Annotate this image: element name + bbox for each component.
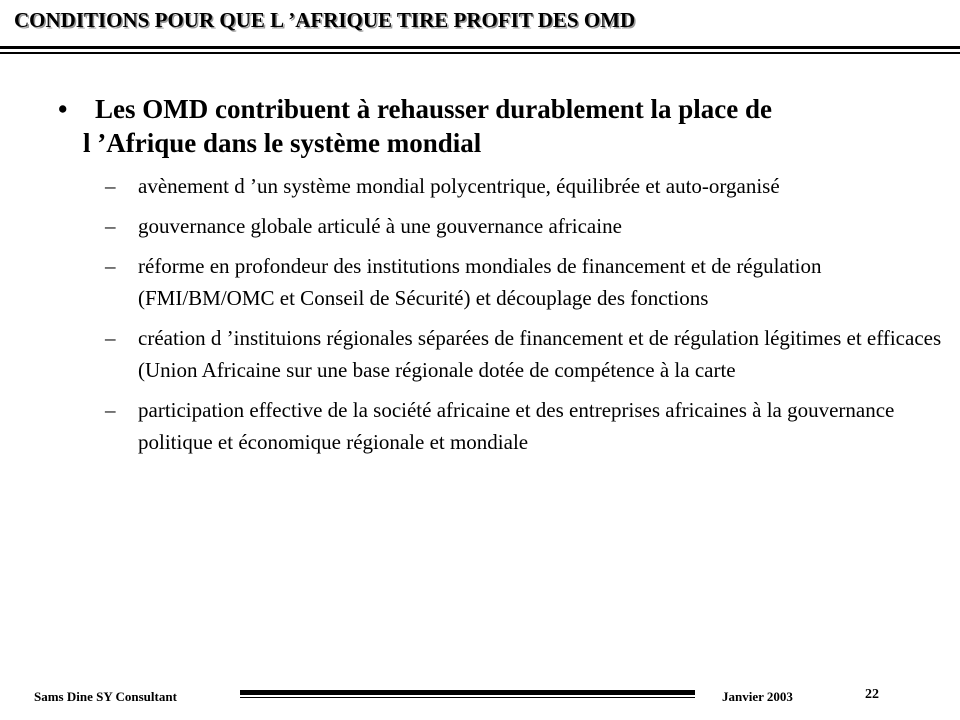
sub-bullet-text: avènement d ’un système mondial polycentrique, équilibrée et auto-organisé <box>138 174 780 198</box>
sub-bullet-item <box>0 394 958 458</box>
main-bullet-line-1: Les OMD contribuent à rehausser durablement la place de <box>95 94 772 124</box>
main-bullet <box>58 92 938 160</box>
sub-bullet-item <box>0 250 958 314</box>
sub-bullet-list <box>0 170 960 466</box>
sub-bullet-text: création d ’instituions régionales séparées de financement et de régulation légitimes et efficaces (Union Africaine sur une base régionale dotée de compétence à la carte <box>138 326 942 382</box>
dash-marker-icon: – <box>105 214 116 238</box>
dash-marker-icon: – <box>105 254 116 278</box>
slide-title: CONDITIONS POUR QUE L ’AFRIQUE TIRE PROFIT DES OMD <box>14 8 636 32</box>
sub-bullet-item <box>0 170 958 202</box>
footer-divider-thin <box>240 697 695 698</box>
dash-marker-icon: – <box>105 398 116 422</box>
title-divider-thick <box>0 46 960 49</box>
dash-marker-icon: – <box>105 326 116 350</box>
sub-bullet-text: participation effective de la société africaine et des entreprises africaines à la gouvernance politique et économique régionale et mondiale <box>138 398 895 454</box>
sub-bullet-item <box>0 322 958 386</box>
main-bullet-line-2: l ’Afrique dans le système mondial <box>83 128 482 158</box>
footer-date: Janvier 2003 <box>722 689 793 704</box>
dash-marker-icon: – <box>105 174 116 198</box>
sub-bullet-text: gouvernance globale articulé à une gouvernance africaine <box>138 214 622 238</box>
bullet-dot-icon: • <box>58 94 68 124</box>
sub-bullet-text: réforme en profondeur des institutions mondiales de financement et de régulation (FMI/BM/OMC et Conseil de Sécurité) et découplage des fonctions <box>138 254 822 310</box>
footer-author: Sams Dine SY Consultant <box>34 689 177 704</box>
page-number: 22 <box>865 687 879 702</box>
sub-bullet-item <box>0 210 958 242</box>
title-divider-thin <box>0 52 960 54</box>
footer-divider-thick <box>240 690 695 695</box>
